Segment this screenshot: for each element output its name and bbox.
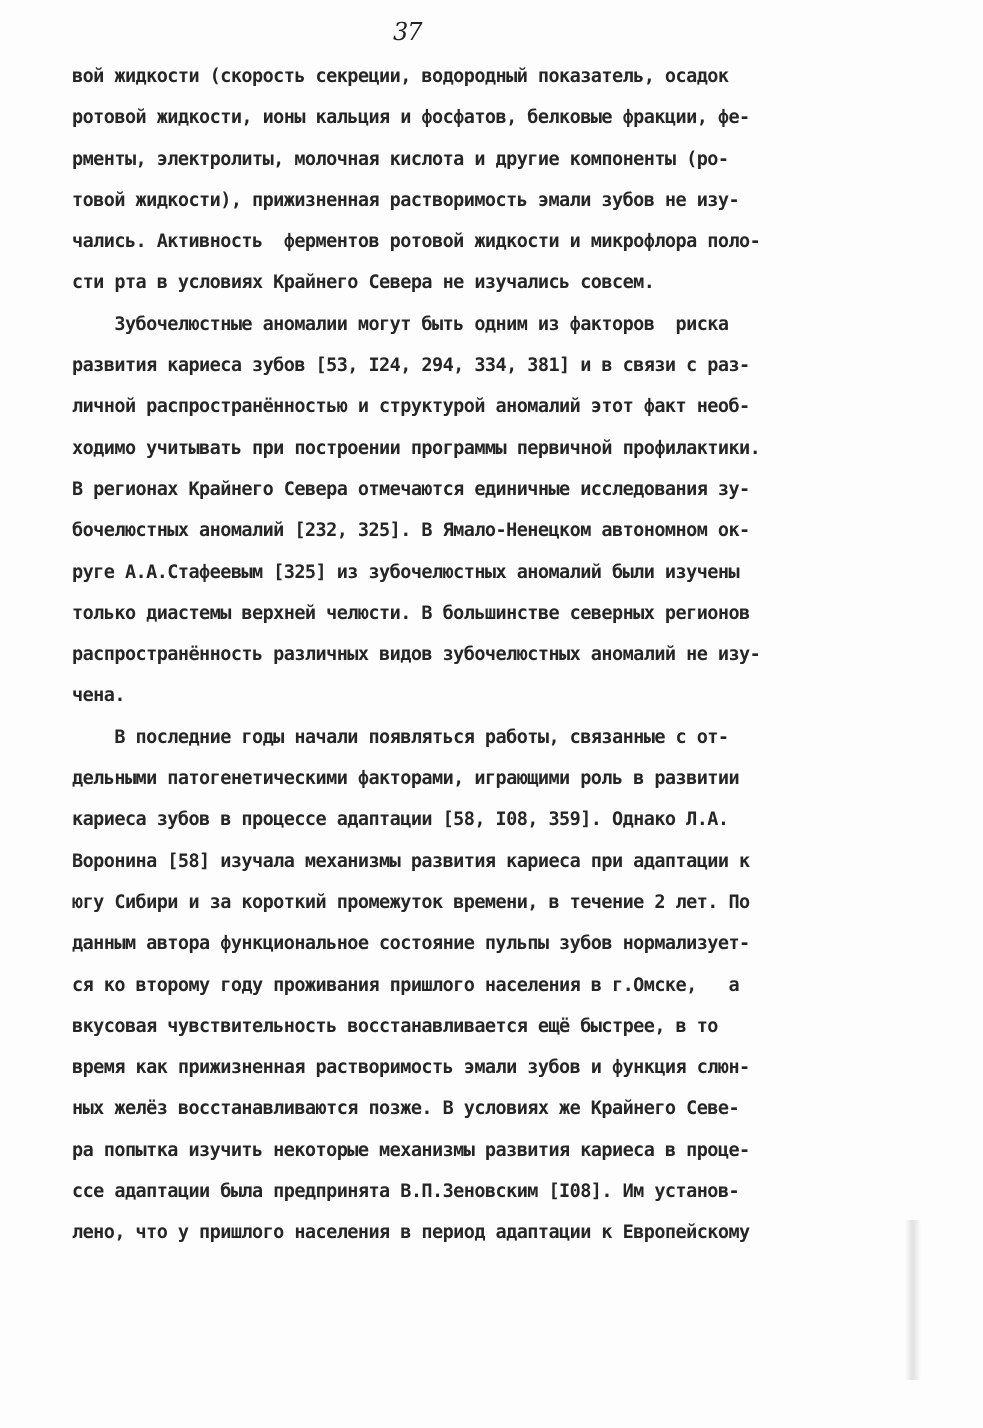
text-line: только диастемы верхней челюсти. В большинстве северных регионов	[72, 602, 750, 624]
text-line: чались. Активность ферментов ротовой жидкости и микрофлора поло-	[72, 231, 761, 253]
text-line: вой жидкости (скорость секреции, водородный показатель, осадок	[72, 66, 729, 87]
text-line: кариеса зубов в процессе адаптации [58, I08, 359]. Однако Л.А.	[72, 809, 729, 831]
text-line: бочелюстных аномалий [232, 325]. В Ямало-Ненецком автономном ок-	[72, 520, 750, 542]
text-line: лено, что у пришлого населения в период адаптации к Европейскому	[72, 1222, 750, 1244]
text-line: ходимо учитывать при построении программы первичной профилактики.	[72, 437, 761, 459]
text-line: ссе адаптации была предпринята В.П.Зеновским [I08]. Им установ-	[72, 1181, 740, 1203]
text-line: рменты, электролиты, молочная кислота и другие компоненты (ро-	[72, 148, 729, 170]
text-line: В последние годы начали появляться работы, связанные с от-	[72, 726, 729, 748]
body-text	[72, 56, 902, 1254]
scan-shadow	[905, 1220, 921, 1380]
text-line: сти рта в условиях Крайнего Севера не изучались совсем.	[72, 272, 655, 294]
page-number: 37	[393, 18, 422, 46]
text-line: данным автора функциональное состояние пульпы зубов нормализует-	[72, 933, 750, 955]
text-line: вкусовая чувствительность восстанавливается ещё быстрее, в то	[72, 1015, 718, 1037]
text-line: ных желёз восстанавливаются позже. В условиях же Крайнего Севе-	[72, 1098, 740, 1120]
text-line: ра попытка изучить некоторые механизмы развития кариеса в проце-	[72, 1139, 750, 1161]
text-line: югу Сибири и за короткий промежуток времени, в течение 2 лет. По	[72, 891, 750, 913]
text-line: Воронина [58] изучала механизмы развития кариеса при адаптации к	[72, 850, 750, 872]
text-line: развития кариеса зубов [53, I24, 294, 334, 381] и в связи с раз-	[72, 355, 750, 377]
text-line: В регионах Крайнего Севера отмечаются единичные исследования зу-	[72, 478, 750, 500]
text-line: личной распространённостью и структурой аномалий этот факт необ-	[72, 396, 750, 418]
text-line: Зубочелюстные аномалии могут быть одним из факторов риска	[72, 313, 729, 335]
text-line: время как прижизненная растворимость эмали зубов и функция слюн-	[72, 1057, 750, 1079]
text-line: руге А.А.Стафеевым [325] из зубочелюстных аномалий были изучены	[72, 561, 740, 583]
text-line: распространённость различных видов зубочелюстных аномалий не изу-	[72, 644, 761, 666]
text-line: ся ко второму году проживания пришлого населения в г.Омске, а	[72, 974, 740, 996]
text-line: чена.	[72, 685, 125, 707]
text-line: товой жидкости), прижизненная растворимость эмали зубов не изу-	[72, 189, 740, 211]
text-line: дельными патогенетическими факторами, играющими роль в развитии	[72, 768, 740, 790]
text-line: ротовой жидкости, ионы кальция и фосфатов, белковые фракции, фе-	[72, 107, 750, 129]
